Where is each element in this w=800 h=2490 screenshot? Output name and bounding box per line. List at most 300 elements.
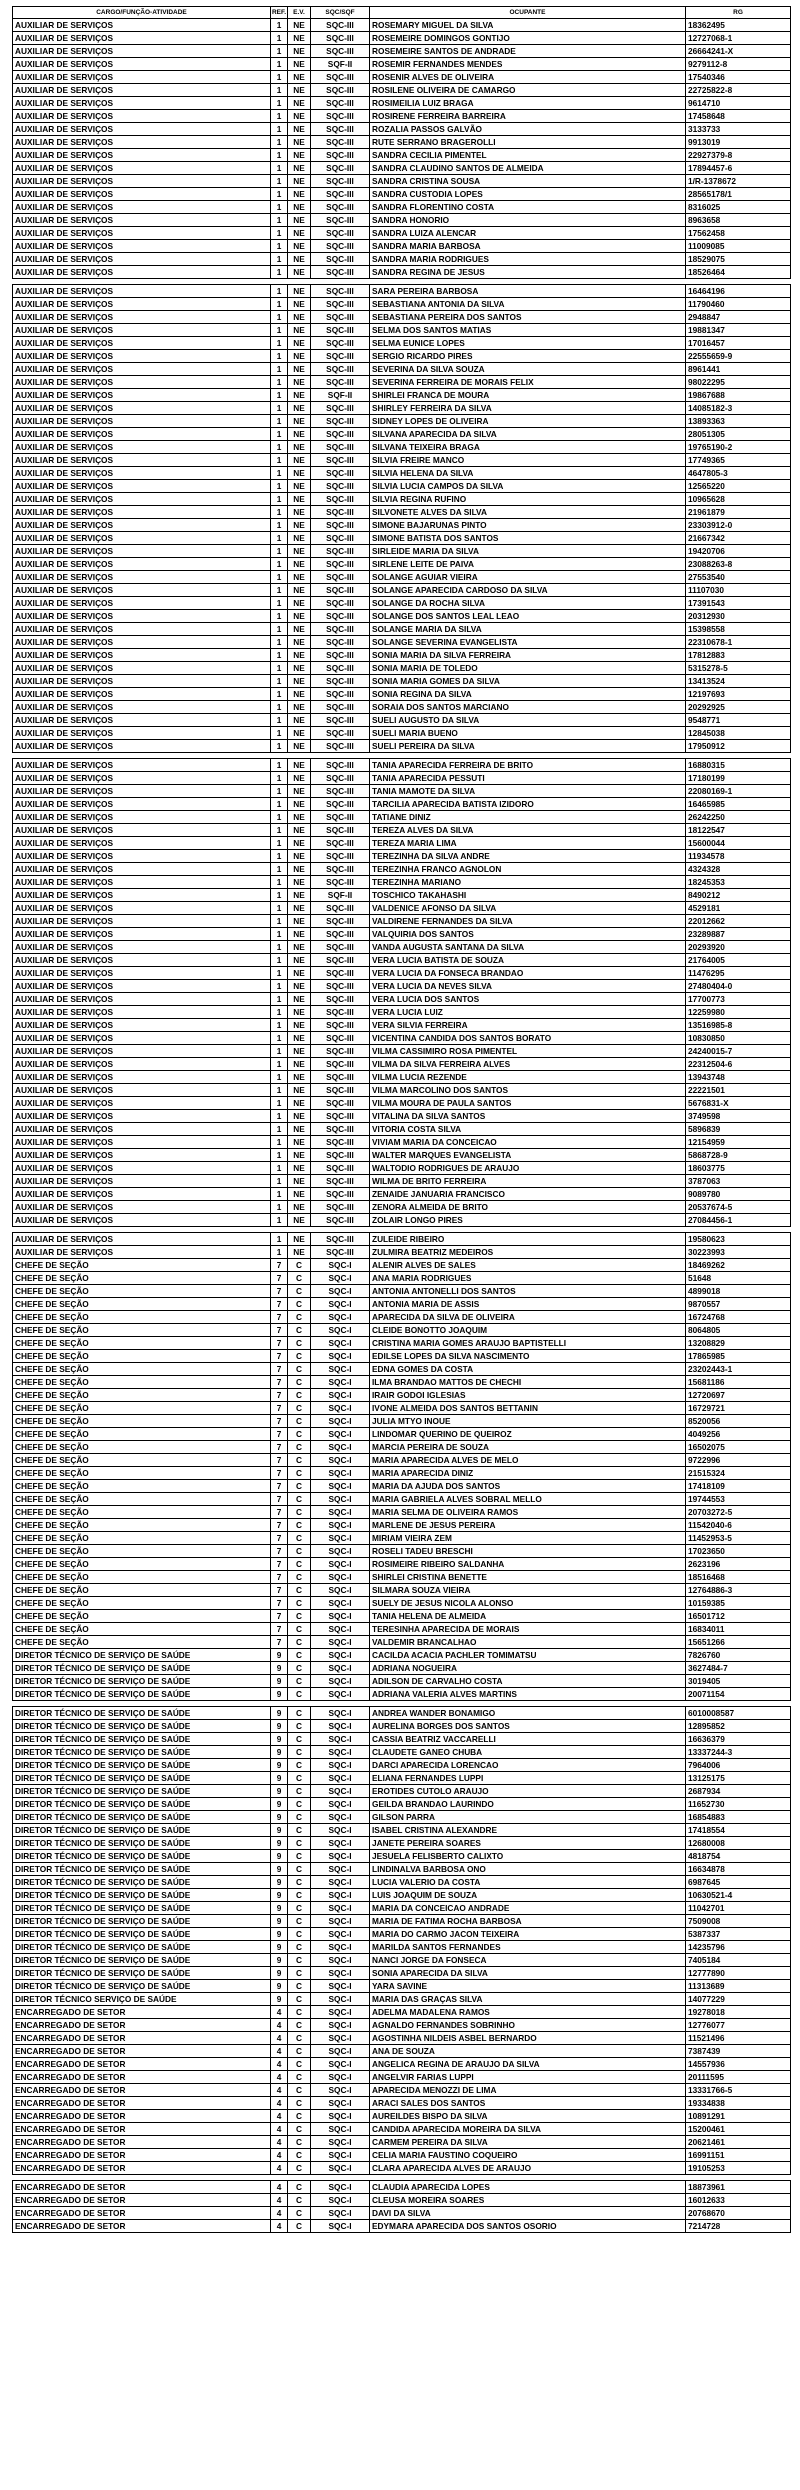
cargo-cell: AUXILIAR DE SERVIÇOS	[13, 415, 271, 428]
ref-cell: 1	[271, 266, 288, 279]
ocupante-cell: GILSON PARRA	[370, 1811, 686, 1824]
cargo-cell: AUXILIAR DE SERVIÇOS	[13, 175, 271, 188]
rg-cell: 16636379	[686, 1733, 791, 1746]
ref-cell: 1	[271, 727, 288, 740]
rg-cell: 8490212	[686, 889, 791, 902]
cargo-cell: AUXILIAR DE SERVIÇOS	[13, 1058, 271, 1071]
rg-cell: 13208829	[686, 1337, 791, 1350]
rg-cell: 98022295	[686, 376, 791, 389]
ref-cell: 7	[271, 1558, 288, 1571]
sqc-cell: SQC-I	[311, 1811, 370, 1824]
ref-cell: 1	[271, 480, 288, 493]
table-row	[13, 519, 791, 532]
ocupante-cell: TOSCHICO TAKAHASHI	[370, 889, 686, 902]
ocupante-cell: ZULMIRA BEATRIZ MEDEIROS	[370, 1246, 686, 1259]
table-row	[13, 123, 791, 136]
table-row	[13, 467, 791, 480]
cargo-cell: AUXILIAR DE SERVIÇOS	[13, 941, 271, 954]
ocupante-cell: CRISTINA MARIA GOMES ARAUJO BAPTISTELLI	[370, 1337, 686, 1350]
cargo-cell: AUXILIAR DE SERVIÇOS	[13, 201, 271, 214]
ocupante-cell: SANDRA MARIA BARBOSA	[370, 240, 686, 253]
cargo-cell: ENCARREGADO DE SETOR	[13, 2006, 271, 2019]
ref-cell: 9	[271, 1824, 288, 1837]
rg-cell: 3019405	[686, 1675, 791, 1688]
ev-cell: NE	[288, 1019, 311, 1032]
ev-cell: C	[288, 1584, 311, 1597]
cargo-cell: AUXILIAR DE SERVIÇOS	[13, 1162, 271, 1175]
cargo-cell: CHEFE DE SEÇÃO	[13, 1272, 271, 1285]
ocupante-cell: ROZALIA PASSOS GALVÃO	[370, 123, 686, 136]
ev-cell: NE	[288, 649, 311, 662]
cargo-cell: CHEFE DE SEÇÃO	[13, 1493, 271, 1506]
table-row	[13, 415, 791, 428]
cargo-cell: AUXILIAR DE SERVIÇOS	[13, 227, 271, 240]
ref-cell: 1	[271, 824, 288, 837]
ref-cell: 1	[271, 584, 288, 597]
sqc-cell: SQC-III	[311, 1058, 370, 1071]
rg-cell: 20768670	[686, 2207, 791, 2220]
sqc-cell: SQC-I	[311, 1649, 370, 1662]
ref-cell: 9	[271, 1675, 288, 1688]
ev-cell: C	[288, 1649, 311, 1662]
rg-cell: 4899018	[686, 1285, 791, 1298]
table-row	[13, 1610, 791, 1623]
ocupante-cell: SONIA APARECIDA DA SILVA	[370, 1967, 686, 1980]
ocupante-cell: IRAIR GODOI IGLESIAS	[370, 1389, 686, 1402]
ref-cell: 9	[271, 1876, 288, 1889]
rg-cell: 20312930	[686, 610, 791, 623]
cargo-cell: AUXILIAR DE SERVIÇOS	[13, 1188, 271, 1201]
ocupante-cell: SILVONETE ALVES DA SILVA	[370, 506, 686, 519]
ev-cell: C	[288, 1915, 311, 1928]
cargo-cell: AUXILIAR DE SERVIÇOS	[13, 558, 271, 571]
table-row	[13, 1259, 791, 1272]
sqc-cell: SQC-III	[311, 649, 370, 662]
rg-cell: 17023650	[686, 1545, 791, 1558]
cargo-cell: DIRETOR TÉCNICO DE SERVIÇO DE SAÚDE	[13, 1863, 271, 1876]
ocupante-cell: SOLANGE APARECIDA CARDOSO DA SILVA	[370, 584, 686, 597]
ev-cell: C	[288, 2006, 311, 2019]
ocupante-cell: WILMA DE BRITO FERREIRA	[370, 1175, 686, 1188]
header-ref: REF.	[271, 7, 288, 19]
cargo-cell: DIRETOR TÉCNICO DE SERVIÇO DE SAÚDE	[13, 1915, 271, 1928]
rg-cell: 11542040-6	[686, 1519, 791, 1532]
ocupante-cell: SILMARA SOUZA VIEIRA	[370, 1584, 686, 1597]
ref-cell: 7	[271, 1597, 288, 1610]
sqc-cell: SQC-III	[311, 915, 370, 928]
rg-cell: 4818754	[686, 1850, 791, 1863]
ocupante-cell: DARCI APARECIDA LORENCAO	[370, 1759, 686, 1772]
ocupante-cell: MARIA DE FATIMA ROCHA BARBOSA	[370, 1915, 686, 1928]
ref-cell: 7	[271, 1402, 288, 1415]
ocupante-cell: ROSILENE OLIVEIRA DE CAMARGO	[370, 84, 686, 97]
ocupante-cell: LINDOMAR QUERINO DE QUEIROZ	[370, 1428, 686, 1441]
sqc-cell: SQC-I	[311, 1597, 370, 1610]
ref-cell: 1	[271, 1162, 288, 1175]
cargo-cell: DIRETOR TÉCNICO DE SERVIÇO DE SAÚDE	[13, 1759, 271, 1772]
ref-cell: 1	[271, 967, 288, 980]
rg-cell: 9614710	[686, 97, 791, 110]
table-row	[13, 110, 791, 123]
ref-cell: 7	[271, 1389, 288, 1402]
sqc-cell: SQC-I	[311, 1454, 370, 1467]
cargo-cell: DIRETOR TÉCNICO DE SERVIÇO DE SAÚDE	[13, 1876, 271, 1889]
rg-cell: 19580623	[686, 1233, 791, 1246]
ev-cell: C	[288, 1519, 311, 1532]
cargo-cell: CHEFE DE SEÇÃO	[13, 1363, 271, 1376]
rg-cell: 19105253	[686, 2162, 791, 2175]
cargo-cell: ENCARREGADO DE SETOR	[13, 2058, 271, 2071]
cargo-cell: AUXILIAR DE SERVIÇOS	[13, 714, 271, 727]
ref-cell: 1	[271, 136, 288, 149]
ref-cell: 7	[271, 1363, 288, 1376]
table-row	[13, 993, 791, 1006]
cargo-cell: AUXILIAR DE SERVIÇOS	[13, 428, 271, 441]
ocupante-cell: CLAUDIA APARECIDA LOPES	[370, 2181, 686, 2194]
ev-cell: C	[288, 2149, 311, 2162]
ev-cell: C	[288, 1428, 311, 1441]
ocupante-cell: SEBASTIANA PEREIRA DOS SANTOS	[370, 311, 686, 324]
cargo-cell: AUXILIAR DE SERVIÇOS	[13, 454, 271, 467]
cargo-cell: DIRETOR TÉCNICO DE SERVIÇO DE SAÚDE	[13, 1720, 271, 1733]
ev-cell: C	[288, 1811, 311, 1824]
table-row	[13, 71, 791, 84]
sqc-cell: SQC-III	[311, 1084, 370, 1097]
cargo-cell: CHEFE DE SEÇÃO	[13, 1311, 271, 1324]
cargo-cell: AUXILIAR DE SERVIÇOS	[13, 266, 271, 279]
sqc-cell: SQF-II	[311, 58, 370, 71]
ocupante-cell: SEVERINA FERREIRA DE MORAIS FELIX	[370, 376, 686, 389]
sqc-cell: SQC-III	[311, 123, 370, 136]
table-row	[13, 1649, 791, 1662]
ev-cell: NE	[288, 623, 311, 636]
sqc-cell: SQC-III	[311, 1136, 370, 1149]
cargo-cell: AUXILIAR DE SERVIÇOS	[13, 636, 271, 649]
rg-cell: 13413524	[686, 675, 791, 688]
ocupante-cell: JESUELA FELISBERTO CALIXTO	[370, 1850, 686, 1863]
table-row	[13, 772, 791, 785]
rg-cell: 17418109	[686, 1480, 791, 1493]
ref-cell: 9	[271, 1928, 288, 1941]
table-row	[13, 584, 791, 597]
sqc-cell: SQC-I	[311, 1402, 370, 1415]
ref-cell: 7	[271, 1376, 288, 1389]
rg-cell: 15600044	[686, 837, 791, 850]
table-row	[13, 2006, 791, 2019]
ocupante-cell: ANTONIA ANTONELLI DOS SANTOS	[370, 1285, 686, 1298]
rg-cell: 12154959	[686, 1136, 791, 1149]
table-row	[13, 1175, 791, 1188]
ref-cell: 1	[271, 214, 288, 227]
table-row	[13, 636, 791, 649]
table-row	[13, 1389, 791, 1402]
cargo-cell: DIRETOR TÉCNICO DE SERVIÇO DE SAÚDE	[13, 1954, 271, 1967]
rg-cell: 19867688	[686, 389, 791, 402]
ocupante-cell: SIRLEIDE MARIA DA SILVA	[370, 545, 686, 558]
cargo-cell: DIRETOR TÉCNICO DE SERVIÇO DE SAÚDE	[13, 1707, 271, 1720]
cargo-cell: AUXILIAR DE SERVIÇOS	[13, 967, 271, 980]
rg-cell: 6010008587	[686, 1707, 791, 1720]
table-row	[13, 298, 791, 311]
sqc-cell: SQC-I	[311, 1675, 370, 1688]
sqc-cell: SQC-I	[311, 1759, 370, 1772]
table-row	[13, 928, 791, 941]
rg-cell: 19420706	[686, 545, 791, 558]
ocupante-cell: ZULEIDE RIBEIRO	[370, 1233, 686, 1246]
table-row	[13, 701, 791, 714]
ocupante-cell: SUELY DE JESUS NICOLA ALONSO	[370, 1597, 686, 1610]
table-row	[13, 324, 791, 337]
cargo-cell: AUXILIAR DE SERVIÇOS	[13, 993, 271, 1006]
table-row	[13, 1467, 791, 1480]
sqc-cell: SQC-I	[311, 1915, 370, 1928]
table-row	[13, 188, 791, 201]
sqc-cell: SQC-III	[311, 837, 370, 850]
ev-cell: NE	[288, 785, 311, 798]
rg-cell: 9548771	[686, 714, 791, 727]
ref-cell: 1	[271, 506, 288, 519]
cargo-cell: AUXILIAR DE SERVIÇOS	[13, 84, 271, 97]
sqc-cell: SQC-III	[311, 45, 370, 58]
ref-cell: 4	[271, 2032, 288, 2045]
cargo-cell: AUXILIAR DE SERVIÇOS	[13, 1006, 271, 1019]
ev-cell: NE	[288, 519, 311, 532]
ref-cell: 4	[271, 2181, 288, 2194]
table-row	[13, 337, 791, 350]
table-row	[13, 967, 791, 980]
ref-cell: 1	[271, 993, 288, 1006]
sqc-cell: SQC-I	[311, 1545, 370, 1558]
ocupante-cell: SUELI PEREIRA DA SILVA	[370, 740, 686, 753]
ev-cell: NE	[288, 1246, 311, 1259]
table-row	[13, 915, 791, 928]
ocupante-cell: CANDIDA APARECIDA MOREIRA DA SILVA	[370, 2123, 686, 2136]
table-row	[13, 2207, 791, 2220]
table-row	[13, 175, 791, 188]
cargo-cell: CHEFE DE SEÇÃO	[13, 1545, 271, 1558]
table-row	[13, 1350, 791, 1363]
table-row	[13, 1272, 791, 1285]
table-row	[13, 1402, 791, 1415]
table-row	[13, 1967, 791, 1980]
rg-cell: 12727068-1	[686, 32, 791, 45]
rg-cell: 13331766-5	[686, 2084, 791, 2097]
table-row	[13, 1045, 791, 1058]
sqc-cell: SQC-III	[311, 740, 370, 753]
ev-cell: NE	[288, 363, 311, 376]
ev-cell: C	[288, 2045, 311, 2058]
table-row	[13, 1662, 791, 1675]
table-row	[13, 1902, 791, 1915]
rg-cell: 1/R-1378672	[686, 175, 791, 188]
ref-cell: 9	[271, 1772, 288, 1785]
table-row	[13, 2019, 791, 2032]
table-row	[13, 1941, 791, 1954]
ocupante-cell: SANDRA CRISTINA SOUSA	[370, 175, 686, 188]
rg-cell: 22310678-1	[686, 636, 791, 649]
sqc-cell: SQC-I	[311, 1389, 370, 1402]
rg-cell: 20621461	[686, 2136, 791, 2149]
cargo-cell: AUXILIAR DE SERVIÇOS	[13, 727, 271, 740]
ev-cell: NE	[288, 1188, 311, 1201]
ref-cell: 1	[271, 110, 288, 123]
rg-cell: 12845038	[686, 727, 791, 740]
sqc-cell: SQC-III	[311, 376, 370, 389]
ev-cell: NE	[288, 32, 311, 45]
rg-cell: 18122547	[686, 824, 791, 837]
rg-cell: 3787063	[686, 1175, 791, 1188]
ref-cell: 4	[271, 2110, 288, 2123]
ev-cell: C	[288, 1688, 311, 1701]
sqc-cell: SQC-III	[311, 772, 370, 785]
sqc-cell: SQC-III	[311, 584, 370, 597]
sqc-cell: SQC-I	[311, 1688, 370, 1701]
ocupante-cell: SEVERINA DA SILVA SOUZA	[370, 363, 686, 376]
table-row	[13, 2097, 791, 2110]
rg-cell: 12720697	[686, 1389, 791, 1402]
sqc-cell: SQC-I	[311, 1733, 370, 1746]
ev-cell: C	[288, 1889, 311, 1902]
ev-cell: NE	[288, 324, 311, 337]
ev-cell: NE	[288, 266, 311, 279]
table-row	[13, 1123, 791, 1136]
sqc-cell: SQC-I	[311, 1532, 370, 1545]
rg-cell: 4324328	[686, 863, 791, 876]
ref-cell: 1	[271, 402, 288, 415]
table-row	[13, 837, 791, 850]
ev-cell: NE	[288, 876, 311, 889]
table-row	[13, 227, 791, 240]
ref-cell: 9	[271, 1915, 288, 1928]
ref-cell: 1	[271, 1045, 288, 1058]
ocupante-cell: APARECIDA DA SILVA DE OLIVEIRA	[370, 1311, 686, 1324]
ev-cell: C	[288, 1467, 311, 1480]
ev-cell: NE	[288, 19, 311, 32]
cargo-cell: AUXILIAR DE SERVIÇOS	[13, 493, 271, 506]
ref-cell: 9	[271, 1688, 288, 1701]
rg-cell: 2687934	[686, 1785, 791, 1798]
sqc-cell: SQC-III	[311, 1188, 370, 1201]
sqc-cell: SQC-I	[311, 1571, 370, 1584]
ref-cell: 1	[271, 954, 288, 967]
table-row	[13, 1324, 791, 1337]
rg-cell: 22012662	[686, 915, 791, 928]
table-row	[13, 545, 791, 558]
ocupante-cell: ZENAIDE JANUARIA FRANCISCO	[370, 1188, 686, 1201]
ocupante-cell: ARACI SALES DOS SANTOS	[370, 2097, 686, 2110]
ev-cell: C	[288, 1298, 311, 1311]
ocupante-cell: MARIA SELMA DE OLIVEIRA RAMOS	[370, 1506, 686, 1519]
rg-cell: 11476295	[686, 967, 791, 980]
ref-cell: 7	[271, 1623, 288, 1636]
ref-cell: 1	[271, 227, 288, 240]
table-row	[13, 811, 791, 824]
sqc-cell: SQC-III	[311, 876, 370, 889]
ref-cell: 1	[271, 1136, 288, 1149]
ref-cell: 9	[271, 1863, 288, 1876]
sqc-cell: SQC-III	[311, 201, 370, 214]
ocupante-cell: VALQUIRIA DOS SANTOS	[370, 928, 686, 941]
ocupante-cell: TEREZINHA FRANCO AGNOLON	[370, 863, 686, 876]
table-row	[13, 285, 791, 298]
sqc-cell: SQC-I	[311, 1376, 370, 1389]
ev-cell: C	[288, 2084, 311, 2097]
sqc-cell: SQC-I	[311, 1902, 370, 1915]
ocupante-cell: SILVANA TEIXEIRA BRAGA	[370, 441, 686, 454]
cargo-cell: AUXILIAR DE SERVIÇOS	[13, 58, 271, 71]
cargo-cell: AUXILIAR DE SERVIÇOS	[13, 240, 271, 253]
ref-cell: 7	[271, 1285, 288, 1298]
sqc-cell: SQC-I	[311, 1441, 370, 1454]
table-row	[13, 1623, 791, 1636]
ref-cell: 1	[271, 376, 288, 389]
cargo-cell: AUXILIAR DE SERVIÇOS	[13, 889, 271, 902]
cargo-cell: AUXILIAR DE SERVIÇOS	[13, 740, 271, 753]
cargo-cell: AUXILIAR DE SERVIÇOS	[13, 701, 271, 714]
sqc-cell: SQC-III	[311, 506, 370, 519]
sqc-cell: SQC-III	[311, 266, 370, 279]
ocupante-cell: EDNA GOMES DA COSTA	[370, 1363, 686, 1376]
ocupante-cell: LINDINALVA BARBOSA ONO	[370, 1863, 686, 1876]
table-row	[13, 1149, 791, 1162]
cargo-cell: AUXILIAR DE SERVIÇOS	[13, 623, 271, 636]
cargo-cell: AUXILIAR DE SERVIÇOS	[13, 467, 271, 480]
ref-cell: 1	[271, 84, 288, 97]
cargo-cell: AUXILIAR DE SERVIÇOS	[13, 811, 271, 824]
ocupante-cell: ADILSON DE CARVALHO COSTA	[370, 1675, 686, 1688]
ocupante-cell: ANA DE SOUZA	[370, 2045, 686, 2058]
sqc-cell: SQC-III	[311, 454, 370, 467]
table-row	[13, 1889, 791, 1902]
rg-cell: 18873961	[686, 2181, 791, 2194]
ocupante-cell: SOLANGE AGUIAR VIEIRA	[370, 571, 686, 584]
cargo-cell: AUXILIAR DE SERVIÇOS	[13, 980, 271, 993]
cargo-cell: AUXILIAR DE SERVIÇOS	[13, 597, 271, 610]
ev-cell: NE	[288, 311, 311, 324]
rg-cell: 13125175	[686, 1772, 791, 1785]
ref-cell: 9	[271, 1649, 288, 1662]
cargo-cell: AUXILIAR DE SERVIÇOS	[13, 915, 271, 928]
rg-cell: 13516985-8	[686, 1019, 791, 1032]
rg-cell: 21961879	[686, 506, 791, 519]
sqc-cell: SQC-III	[311, 110, 370, 123]
sqc-cell: SQC-III	[311, 571, 370, 584]
rg-cell: 15651266	[686, 1636, 791, 1649]
ocupante-cell: CLAUDETE GANEO CHUBA	[370, 1746, 686, 1759]
ref-cell: 1	[271, 19, 288, 32]
rg-cell: 2948847	[686, 311, 791, 324]
ref-cell: 1	[271, 1188, 288, 1201]
cargo-cell: AUXILIAR DE SERVIÇOS	[13, 610, 271, 623]
ev-cell: C	[288, 1902, 311, 1915]
ref-cell: 1	[271, 415, 288, 428]
rg-cell: 26664241-X	[686, 45, 791, 58]
ev-cell: NE	[288, 772, 311, 785]
table-row	[13, 850, 791, 863]
rg-cell: 12777890	[686, 1967, 791, 1980]
ev-cell: NE	[288, 285, 311, 298]
ev-cell: NE	[288, 1045, 311, 1058]
ocupante-cell: TEREZINHA MARIANO	[370, 876, 686, 889]
rg-cell: 15398558	[686, 623, 791, 636]
ocupante-cell: SOLANGE DA ROCHA SILVA	[370, 597, 686, 610]
cargo-cell: CHEFE DE SEÇÃO	[13, 1259, 271, 1272]
ocupante-cell: VIVIAM MARIA DA CONCEICAO	[370, 1136, 686, 1149]
cargo-cell: CHEFE DE SEÇÃO	[13, 1623, 271, 1636]
rg-cell: 19881347	[686, 324, 791, 337]
cargo-cell: ENCARREGADO DE SETOR	[13, 2123, 271, 2136]
sqc-cell: SQC-III	[311, 441, 370, 454]
